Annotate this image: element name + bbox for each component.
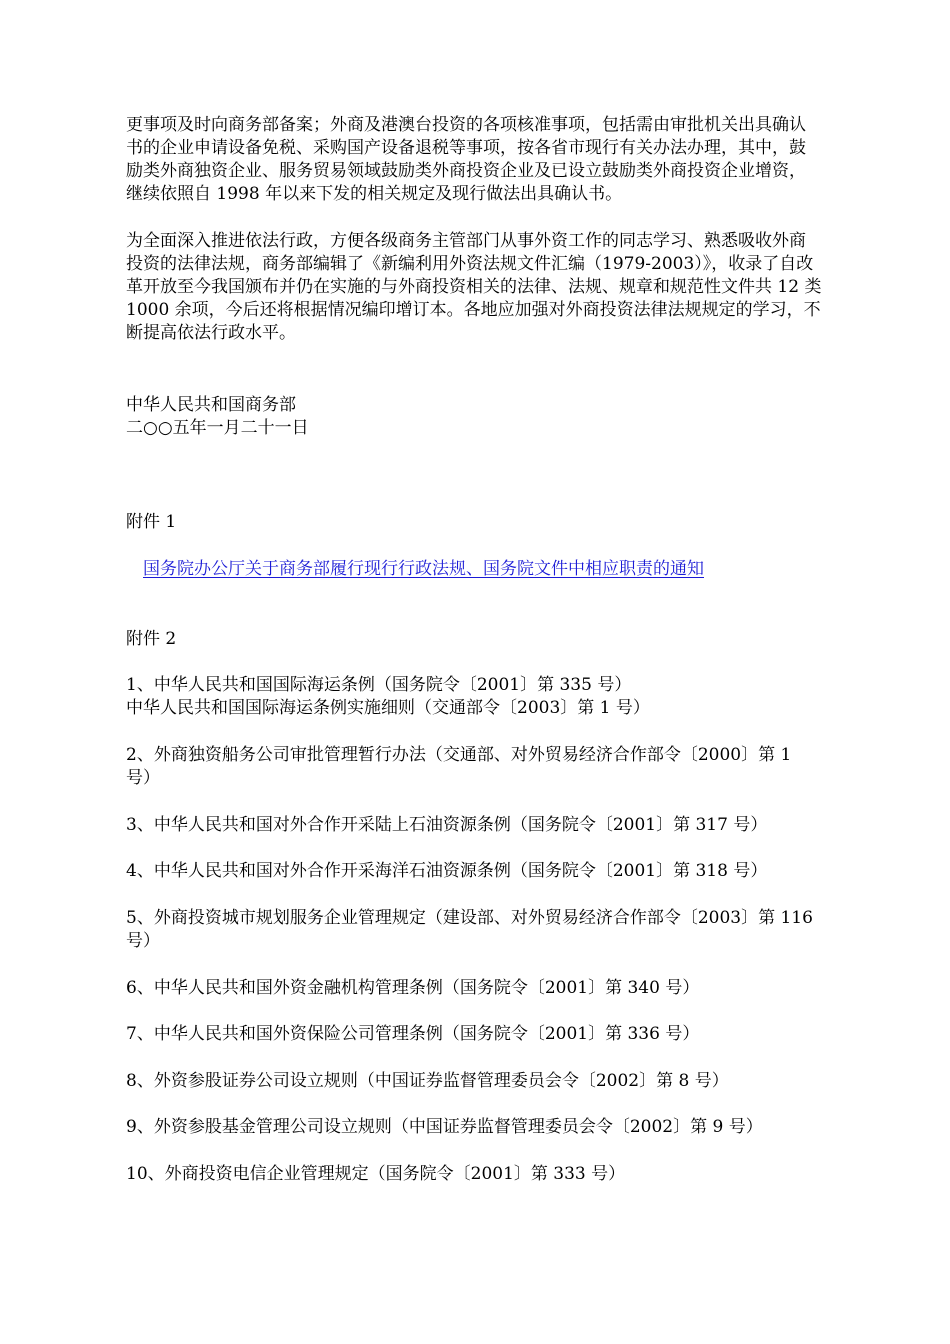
paragraph-1-line: 书的企业申请设备免税、采购国产设备退税等事项，按各省市现行有关办法办理，其中，鼓 (126, 138, 806, 158)
paragraph-2-line: 革开放至今我国颁布并仍在实施的与外商投资相关的法律、法规、规章和规范性文件共 12 类 (126, 277, 822, 297)
paragraph-2-line: 断提高依法行政水平。 (126, 323, 296, 343)
paragraph-1-line: 继续依照自 1998 年以来下发的相关规定及现行做法出具确认书。 (126, 184, 623, 204)
attachment-2-item: 中华人民共和国国际海运条例实施细则（交通部令〔2003〕第 1 号） (126, 698, 650, 718)
attachment-2-item: 号） (126, 931, 160, 951)
attachment-2-heading: 附件 2 (126, 629, 177, 649)
attachment-2-item: 9、外资参股基金管理公司设立规则（中国证券监督管理委员会令〔2002〕第 9 号） (126, 1117, 763, 1137)
attachment-2-item: 1、中华人民共和国国际海运条例（国务院令〔2001〕第 335 号） (126, 675, 632, 695)
attachment-2-item: 6、中华人民共和国外资金融机构管理条例（国务院令〔2001〕第 340 号） (126, 978, 700, 998)
paragraph-1-line: 励类外商独资企业、服务贸易领域鼓励类外商投资企业及已设立鼓励类外商投资企业增资， (126, 161, 806, 181)
attachment-2-item: 10、外商投资电信企业管理规定（国务院令〔2001〕第 333 号） (126, 1164, 626, 1184)
paragraph-2-line: 为全面深入推进依法行政，方便各级商务主管部门从事外资工作的同志学习、熟悉吸收外商 (126, 231, 806, 251)
signature-org: 中华人民共和国商务部 (126, 395, 296, 415)
attachment-2-item: 4、中华人民共和国对外合作开采海洋石油资源条例（国务院令〔2001〕第 318 号） (126, 861, 768, 881)
paragraph-1-line: 更事项及时向商务部备案；外商及港澳台投资的各项核准事项，包括需由审批机关出具确认 (126, 115, 806, 135)
attachment-2-item: 7、中华人民共和国外资保险公司管理条例（国务院令〔2001〕第 336 号） (126, 1024, 700, 1044)
attachment-1-link[interactable]: 国务院办公厅关于商务部履行现行行政法规、国务院文件中相应职责的通知 (143, 559, 704, 579)
attachment-2-item: 8、外资参股证券公司设立规则（中国证券监督管理委员会令〔2002〕第 8 号） (126, 1071, 729, 1091)
attachment-2-item: 2、外商独资船务公司审批管理暂行办法（交通部、对外贸易经济合作部令〔2000〕第 1 (126, 745, 792, 765)
attachment-2-item: 5、外商投资城市规划服务企业管理规定（建设部、对外贸易经济合作部令〔2003〕第 116 (126, 908, 813, 928)
attachment-2-item: 3、中华人民共和国对外合作开采陆上石油资源条例（国务院令〔2001〕第 317 号） (126, 815, 768, 835)
attachment-2-item: 号） (126, 768, 160, 788)
paragraph-2-line: 投资的法律法规，商务部编辑了《新编利用外资法规文件汇编（1979-2003）》，收录了自改 (126, 254, 814, 274)
paragraph-2-line: 1000 余项，今后还将根据情况编印增订本。各地应加强对外商投资法律法规规定的学习，不 (126, 300, 821, 320)
attachment-1-heading: 附件 1 (126, 512, 177, 532)
signature-date: 二○○五年一月二十一日 (126, 418, 309, 438)
